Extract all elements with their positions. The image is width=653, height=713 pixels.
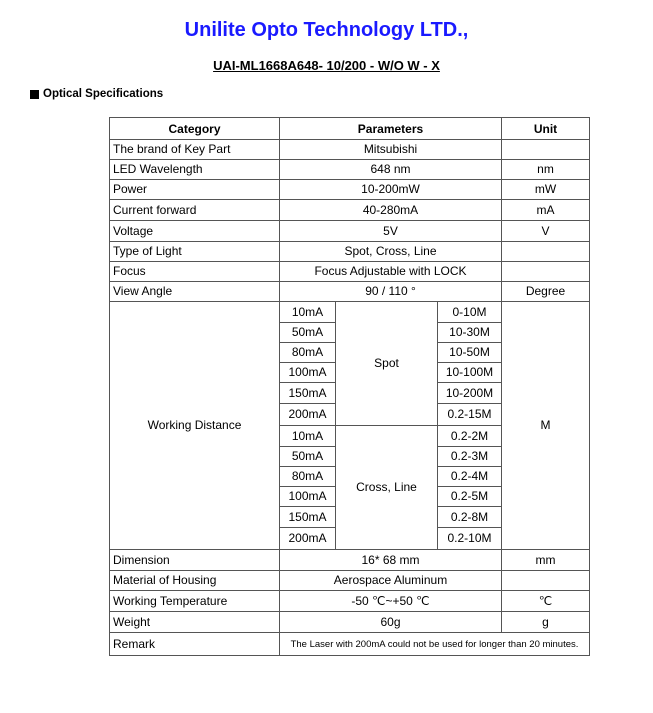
row-value: 10-200mW (280, 180, 502, 200)
row-unit (502, 140, 590, 160)
row-value: -50 ℃~+50 ℃ (280, 591, 502, 612)
table-row (110, 242, 590, 262)
row-value: Mitsubishi (280, 140, 502, 160)
row-unit: mm (502, 550, 590, 571)
row-category: Working Temperature (110, 591, 280, 612)
distance-cell: 10-50M (438, 343, 502, 363)
header-parameters: Parameters (280, 118, 502, 140)
current-cell: 150mA (280, 507, 336, 528)
model-number: UAI-ML1668A648- 10/200 - W/O W - X (213, 58, 440, 73)
row-unit: ℃ (502, 591, 590, 612)
row-category: Weight (110, 612, 280, 633)
current-cell: 150mA (280, 383, 336, 404)
row-value: Spot, Cross, Line (280, 242, 502, 262)
row-category: Current forward (110, 200, 280, 221)
row-category: Voltage (110, 221, 280, 242)
distance-cell: 0.2-2M (438, 426, 502, 447)
row-value: 5V (280, 221, 502, 242)
distance-cell: 0.2-10M (438, 528, 502, 550)
remark-row (110, 633, 590, 656)
working-distance-row (110, 302, 590, 323)
distance-cell: 10-30M (438, 323, 502, 343)
header-category: Category (110, 118, 280, 140)
table-row (110, 571, 590, 591)
current-cell: 100mA (280, 363, 336, 383)
distance-cell: 0.2-3M (438, 447, 502, 467)
table-row (110, 180, 590, 200)
row-value: 40-280mA (280, 200, 502, 221)
row-unit: mA (502, 200, 590, 221)
current-cell: 80mA (280, 467, 336, 487)
current-cell: 100mA (280, 487, 336, 507)
table-row (110, 200, 590, 221)
current-cell: 50mA (280, 323, 336, 343)
row-category: Type of Light (110, 242, 280, 262)
spot-label: Spot (336, 302, 438, 426)
table-row (110, 160, 590, 180)
row-category: The brand of Key Part (110, 140, 280, 160)
row-value: 90 / 110 ° (280, 282, 502, 302)
working-distance-unit: M (502, 302, 590, 550)
distance-cell: 0.2-4M (438, 467, 502, 487)
row-value: 648 nm (280, 160, 502, 180)
distance-cell: 0.2-15M (438, 404, 502, 426)
row-value: Focus Adjustable with LOCK (280, 262, 502, 282)
current-cell: 10mA (280, 426, 336, 447)
row-category: LED Wavelength (110, 160, 280, 180)
current-cell: 200mA (280, 404, 336, 426)
square-bullet-icon (30, 90, 39, 99)
row-unit: g (502, 612, 590, 633)
distance-cell: 0-10M (438, 302, 502, 323)
table-row (110, 612, 590, 633)
row-unit: nm (502, 160, 590, 180)
row-unit (502, 242, 590, 262)
remark-text: The Laser with 200mA could not be used for longer than 20 minutes. (280, 633, 590, 656)
table-header-row (110, 118, 590, 140)
row-category: Focus (110, 262, 280, 282)
optical-specs-table (109, 117, 590, 656)
current-cell: 80mA (280, 343, 336, 363)
distance-cell: 10-200M (438, 383, 502, 404)
row-category: View Angle (110, 282, 280, 302)
row-unit: Degree (502, 282, 590, 302)
company-title: Unilite Opto Technology LTD., (184, 19, 469, 41)
table-row (110, 262, 590, 282)
row-unit: V (502, 221, 590, 242)
remark-label: Remark (110, 633, 280, 656)
table-row (110, 140, 590, 160)
distance-cell: 0.2-8M (438, 507, 502, 528)
row-category: Power (110, 180, 280, 200)
header-unit: Unit (502, 118, 590, 140)
row-unit: mW (502, 180, 590, 200)
current-cell: 200mA (280, 528, 336, 550)
row-category: Material of Housing (110, 571, 280, 591)
section-heading (30, 88, 163, 100)
current-cell: 50mA (280, 447, 336, 467)
table-row (110, 282, 590, 302)
row-unit (502, 571, 590, 591)
section-heading-label: Optical Specifications (43, 88, 164, 100)
current-cell: 10mA (280, 302, 336, 323)
table-row (110, 221, 590, 242)
table-row (110, 550, 590, 571)
row-value: 16* 68 mm (280, 550, 502, 571)
cross-line-label: Cross, Line (336, 426, 438, 550)
row-unit (502, 262, 590, 282)
working-distance-label: Working Distance (110, 302, 280, 550)
row-value: 60g (280, 612, 502, 633)
row-category: Dimension (110, 550, 280, 571)
distance-cell: 0.2-5M (438, 487, 502, 507)
distance-cell: 10-100M (438, 363, 502, 383)
row-value: Aerospace Aluminum (280, 571, 502, 591)
table-row (110, 591, 590, 612)
